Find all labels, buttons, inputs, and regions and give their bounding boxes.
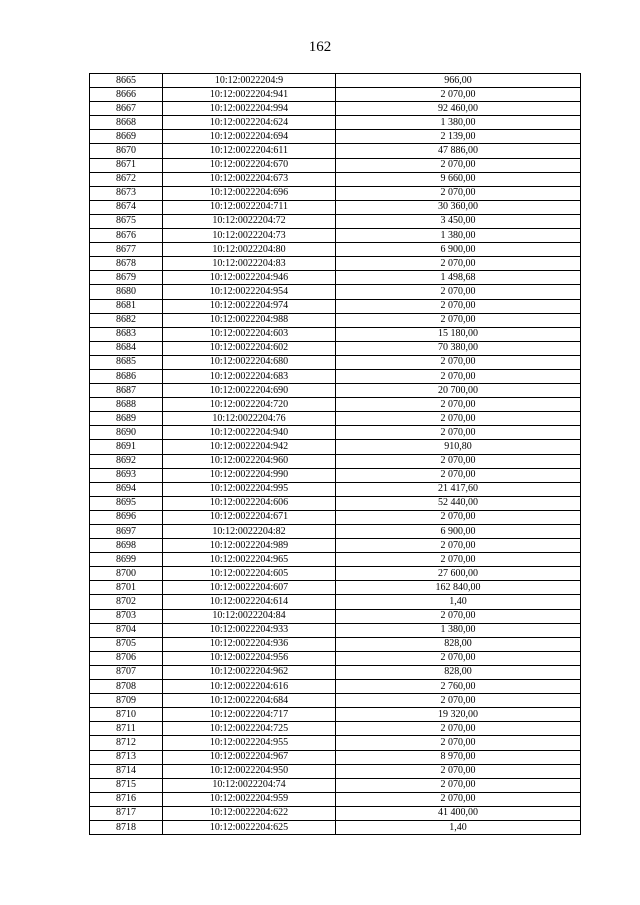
table-row — [90, 609, 581, 623]
row-number-cell: 8702 — [90, 595, 163, 609]
table-row — [90, 369, 581, 383]
table-row — [90, 102, 581, 116]
cadastral-number-cell: 10:12:0022204:954 — [163, 285, 336, 299]
table-row — [90, 200, 581, 214]
cadastral-number-cell: 10:12:0022204:995 — [163, 482, 336, 496]
value-cell: 2 070,00 — [336, 510, 581, 524]
value-cell: 2 070,00 — [336, 778, 581, 792]
row-number-cell: 8672 — [90, 172, 163, 186]
cadastral-number-cell: 10:12:0022204:941 — [163, 88, 336, 102]
table-row — [90, 510, 581, 524]
cadastral-number-cell: 10:12:0022204:602 — [163, 341, 336, 355]
table-row — [90, 299, 581, 313]
row-number-cell: 8683 — [90, 327, 163, 341]
value-cell: 20 700,00 — [336, 384, 581, 398]
cadastral-number-cell: 10:12:0022204:625 — [163, 820, 336, 834]
table-row — [90, 581, 581, 595]
value-cell: 2 070,00 — [336, 369, 581, 383]
value-cell: 2 070,00 — [336, 609, 581, 623]
cadastral-number-cell: 10:12:0022204:962 — [163, 665, 336, 679]
table-row — [90, 454, 581, 468]
table-row — [90, 694, 581, 708]
page-number: 162 — [308, 39, 332, 55]
table-row — [90, 412, 581, 426]
cadastral-number-cell: 10:12:0022204:950 — [163, 764, 336, 778]
table-row — [90, 271, 581, 285]
table-row — [90, 144, 581, 158]
cadastral-number-cell: 10:12:0022204:990 — [163, 468, 336, 482]
table-row — [90, 257, 581, 271]
cadastral-number-cell: 10:12:0022204:683 — [163, 369, 336, 383]
cadastral-number-cell: 10:12:0022204:603 — [163, 327, 336, 341]
table-row — [90, 680, 581, 694]
value-cell: 2 070,00 — [336, 736, 581, 750]
table-row — [90, 285, 581, 299]
table-row — [90, 722, 581, 736]
value-cell: 1 498,68 — [336, 271, 581, 285]
row-number-cell: 8685 — [90, 355, 163, 369]
row-number-cell: 8695 — [90, 496, 163, 510]
value-cell: 9 660,00 — [336, 172, 581, 186]
row-number-cell: 8692 — [90, 454, 163, 468]
value-cell: 15 180,00 — [336, 327, 581, 341]
table-row — [90, 426, 581, 440]
row-number-cell: 8698 — [90, 539, 163, 553]
cadastral-number-cell: 10:12:0022204:956 — [163, 651, 336, 665]
cadastral-number-cell: 10:12:0022204:76 — [163, 412, 336, 426]
value-cell: 2 070,00 — [336, 398, 581, 412]
cadastral-number-cell: 10:12:0022204:670 — [163, 158, 336, 172]
cadastral-number-cell: 10:12:0022204:624 — [163, 116, 336, 130]
row-number-cell: 8680 — [90, 285, 163, 299]
cadastral-number-cell: 10:12:0022204:84 — [163, 609, 336, 623]
value-cell: 2 070,00 — [336, 186, 581, 200]
table-row — [90, 651, 581, 665]
value-cell: 3 450,00 — [336, 214, 581, 228]
table-row — [90, 327, 581, 341]
table-row — [90, 243, 581, 257]
row-number-cell: 8709 — [90, 694, 163, 708]
table-row — [90, 708, 581, 722]
row-number-cell: 8675 — [90, 214, 163, 228]
table-row — [90, 172, 581, 186]
table-row — [90, 806, 581, 820]
table-row — [90, 214, 581, 228]
table-row — [90, 158, 581, 172]
cadastral-number-cell: 10:12:0022204:933 — [163, 623, 336, 637]
table-row — [90, 539, 581, 553]
row-number-cell: 8668 — [90, 116, 163, 130]
row-number-cell: 8700 — [90, 567, 163, 581]
row-number-cell: 8686 — [90, 369, 163, 383]
row-number-cell: 8688 — [90, 398, 163, 412]
cadastral-number-cell: 10:12:0022204:9 — [163, 74, 336, 88]
row-number-cell: 8669 — [90, 130, 163, 144]
value-cell: 2 070,00 — [336, 792, 581, 806]
value-cell: 966,00 — [336, 74, 581, 88]
table-row — [90, 553, 581, 567]
row-number-cell: 8693 — [90, 468, 163, 482]
value-cell: 2 760,00 — [336, 680, 581, 694]
value-cell: 2 070,00 — [336, 468, 581, 482]
row-number-cell: 8681 — [90, 299, 163, 313]
value-cell: 2 070,00 — [336, 764, 581, 778]
value-cell: 1,40 — [336, 820, 581, 834]
row-number-cell: 8712 — [90, 736, 163, 750]
value-cell: 21 417,60 — [336, 482, 581, 496]
table-row — [90, 384, 581, 398]
value-cell: 2 070,00 — [336, 426, 581, 440]
row-number-cell: 8714 — [90, 764, 163, 778]
value-cell: 828,00 — [336, 637, 581, 651]
table-row — [90, 778, 581, 792]
cadastral-number-cell: 10:12:0022204:80 — [163, 243, 336, 257]
value-cell: 41 400,00 — [336, 806, 581, 820]
row-number-cell: 8674 — [90, 200, 163, 214]
table-row — [90, 130, 581, 144]
row-number-cell: 8696 — [90, 510, 163, 524]
cadastral-number-cell: 10:12:0022204:967 — [163, 750, 336, 764]
cadastral-number-cell: 10:12:0022204:671 — [163, 510, 336, 524]
row-number-cell: 8691 — [90, 440, 163, 454]
value-cell: 2 070,00 — [336, 285, 581, 299]
row-number-cell: 8701 — [90, 581, 163, 595]
row-number-cell: 8665 — [90, 74, 163, 88]
value-cell: 1,40 — [336, 595, 581, 609]
cadastral-number-cell: 10:12:0022204:960 — [163, 454, 336, 468]
row-number-cell: 8717 — [90, 806, 163, 820]
value-cell: 52 440,00 — [336, 496, 581, 510]
cadastral-number-cell: 10:12:0022204:942 — [163, 440, 336, 454]
cadastral-number-cell: 10:12:0022204:690 — [163, 384, 336, 398]
cadastral-number-cell: 10:12:0022204:82 — [163, 525, 336, 539]
value-cell: 2 070,00 — [336, 355, 581, 369]
row-number-cell: 8697 — [90, 525, 163, 539]
value-cell: 2 070,00 — [336, 158, 581, 172]
value-cell: 162 840,00 — [336, 581, 581, 595]
cadastral-number-cell: 10:12:0022204:83 — [163, 257, 336, 271]
value-cell: 2 070,00 — [336, 651, 581, 665]
cadastral-value-table — [89, 73, 581, 835]
row-number-cell: 8679 — [90, 271, 163, 285]
table-row — [90, 74, 581, 88]
table-row — [90, 736, 581, 750]
cadastral-number-cell: 10:12:0022204:673 — [163, 172, 336, 186]
table-row — [90, 820, 581, 834]
row-number-cell: 8682 — [90, 313, 163, 327]
row-number-cell: 8713 — [90, 750, 163, 764]
row-number-cell: 8718 — [90, 820, 163, 834]
cadastral-number-cell: 10:12:0022204:988 — [163, 313, 336, 327]
value-cell: 27 600,00 — [336, 567, 581, 581]
row-number-cell: 8703 — [90, 609, 163, 623]
table-row — [90, 482, 581, 496]
cadastral-number-cell: 10:12:0022204:611 — [163, 144, 336, 158]
table-row — [90, 496, 581, 510]
row-number-cell: 8666 — [90, 88, 163, 102]
table-row — [90, 637, 581, 651]
value-cell: 2 070,00 — [336, 694, 581, 708]
row-number-cell: 8715 — [90, 778, 163, 792]
cadastral-number-cell: 10:12:0022204:72 — [163, 214, 336, 228]
table-row — [90, 792, 581, 806]
table-row — [90, 229, 581, 243]
cadastral-number-cell: 10:12:0022204:994 — [163, 102, 336, 116]
value-cell: 828,00 — [336, 665, 581, 679]
value-cell: 2 070,00 — [336, 88, 581, 102]
table-row — [90, 186, 581, 200]
cadastral-number-cell: 10:12:0022204:74 — [163, 778, 336, 792]
value-cell: 2 070,00 — [336, 299, 581, 313]
cadastral-number-cell: 10:12:0022204:974 — [163, 299, 336, 313]
row-number-cell: 8707 — [90, 665, 163, 679]
table-row — [90, 567, 581, 581]
row-number-cell: 8706 — [90, 651, 163, 665]
row-number-cell: 8670 — [90, 144, 163, 158]
table-row — [90, 764, 581, 778]
row-number-cell: 8671 — [90, 158, 163, 172]
table-row — [90, 341, 581, 355]
cadastral-number-cell: 10:12:0022204:696 — [163, 186, 336, 200]
row-number-cell: 8705 — [90, 637, 163, 651]
row-number-cell: 8677 — [90, 243, 163, 257]
cadastral-number-cell: 10:12:0022204:605 — [163, 567, 336, 581]
cadastral-number-cell: 10:12:0022204:680 — [163, 355, 336, 369]
cadastral-number-cell: 10:12:0022204:946 — [163, 271, 336, 285]
value-cell: 2 070,00 — [336, 722, 581, 736]
row-number-cell: 8710 — [90, 708, 163, 722]
value-cell: 2 070,00 — [336, 454, 581, 468]
value-cell: 70 380,00 — [336, 341, 581, 355]
value-cell: 30 360,00 — [336, 200, 581, 214]
cadastral-number-cell: 10:12:0022204:940 — [163, 426, 336, 440]
cadastral-number-cell: 10:12:0022204:622 — [163, 806, 336, 820]
row-number-cell: 8716 — [90, 792, 163, 806]
table-row — [90, 88, 581, 102]
table-row — [90, 398, 581, 412]
cadastral-number-cell: 10:12:0022204:717 — [163, 708, 336, 722]
cadastral-number-cell: 10:12:0022204:73 — [163, 229, 336, 243]
cadastral-number-cell: 10:12:0022204:616 — [163, 680, 336, 694]
value-cell: 2 070,00 — [336, 553, 581, 567]
value-cell: 910,80 — [336, 440, 581, 454]
row-number-cell: 8684 — [90, 341, 163, 355]
table-row — [90, 525, 581, 539]
value-cell: 19 320,00 — [336, 708, 581, 722]
value-cell: 2 070,00 — [336, 313, 581, 327]
row-number-cell: 8667 — [90, 102, 163, 116]
value-cell: 92 460,00 — [336, 102, 581, 116]
value-cell: 1 380,00 — [336, 116, 581, 130]
value-cell: 8 970,00 — [336, 750, 581, 764]
table-row — [90, 355, 581, 369]
row-number-cell: 8699 — [90, 553, 163, 567]
cadastral-number-cell: 10:12:0022204:694 — [163, 130, 336, 144]
cadastral-number-cell: 10:12:0022204:959 — [163, 792, 336, 806]
cadastral-number-cell: 10:12:0022204:607 — [163, 581, 336, 595]
value-cell: 6 900,00 — [336, 525, 581, 539]
value-cell: 2 070,00 — [336, 412, 581, 426]
table-row — [90, 440, 581, 454]
cadastral-number-cell: 10:12:0022204:936 — [163, 637, 336, 651]
value-cell: 1 380,00 — [336, 229, 581, 243]
table-row — [90, 116, 581, 130]
cadastral-number-cell: 10:12:0022204:711 — [163, 200, 336, 214]
table-row — [90, 665, 581, 679]
row-number-cell: 8704 — [90, 623, 163, 637]
value-cell: 2 070,00 — [336, 257, 581, 271]
cadastral-number-cell: 10:12:0022204:955 — [163, 736, 336, 750]
row-number-cell: 8689 — [90, 412, 163, 426]
row-number-cell: 8690 — [90, 426, 163, 440]
cadastral-number-cell: 10:12:0022204:989 — [163, 539, 336, 553]
cadastral-number-cell: 10:12:0022204:965 — [163, 553, 336, 567]
cadastral-number-cell: 10:12:0022204:720 — [163, 398, 336, 412]
table-row — [90, 595, 581, 609]
cadastral-number-cell: 10:12:0022204:614 — [163, 595, 336, 609]
row-number-cell: 8687 — [90, 384, 163, 398]
value-cell: 47 886,00 — [336, 144, 581, 158]
cadastral-number-cell: 10:12:0022204:684 — [163, 694, 336, 708]
table-body — [90, 74, 581, 835]
table-row — [90, 313, 581, 327]
value-cell: 2 070,00 — [336, 539, 581, 553]
table-row — [90, 623, 581, 637]
row-number-cell: 8676 — [90, 229, 163, 243]
row-number-cell: 8673 — [90, 186, 163, 200]
table-row — [90, 468, 581, 482]
row-number-cell: 8708 — [90, 680, 163, 694]
value-cell: 1 380,00 — [336, 623, 581, 637]
value-cell: 6 900,00 — [336, 243, 581, 257]
cadastral-number-cell: 10:12:0022204:606 — [163, 496, 336, 510]
cadastral-number-cell: 10:12:0022204:725 — [163, 722, 336, 736]
row-number-cell: 8711 — [90, 722, 163, 736]
table-row — [90, 750, 581, 764]
value-cell: 2 139,00 — [336, 130, 581, 144]
row-number-cell: 8694 — [90, 482, 163, 496]
row-number-cell: 8678 — [90, 257, 163, 271]
